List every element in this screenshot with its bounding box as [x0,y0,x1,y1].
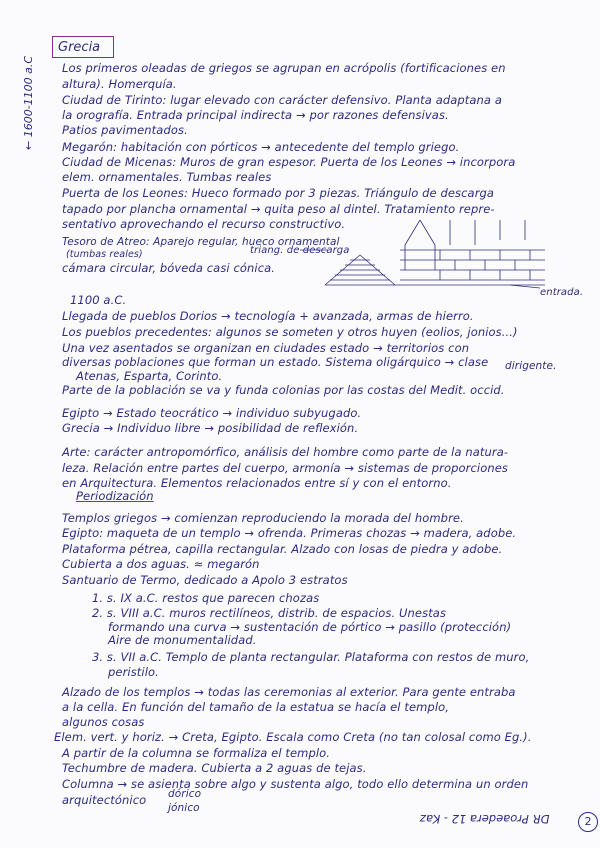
tesoro-de-atreo-sketch [300,210,550,300]
text-line: Arte: carácter antropomórfico, análisis del hombre como parte de la natura- [62,445,509,459]
text-line: Los primeros oleadas de griegos se agrupan en acrópolis (fortificaciones en [62,61,506,75]
text-line: cámara circular, bóveda casi cónica. [62,261,276,275]
text-line: arquitectónico [62,793,147,807]
text-line: dórico [168,788,202,800]
text-line: Templos griegos → comienzan reproduciendo la morada del hombre. [62,511,464,525]
text-line: algunos cosas [62,715,145,729]
text-line: Alzado de los templos → todas las ceremonias al exterior. Para gente entraba [62,685,516,699]
section-date: 1100 a.C. [70,293,127,307]
text-line: la orografía. Entrada principal indirecta → por razones defensivas. [62,108,449,122]
text-line: peristilo. [108,665,159,679]
text-line: Egipto: maqueta de un templo → ofrenda. Primeras chozas → madera, adobe. [62,526,517,540]
text-line: Tesoro de Atreo: Aparejo regular, hueco ornamental [62,236,340,248]
text-line: leza. Relación entre partes del cuerpo, armonía → sistemas de proporciones [62,461,509,475]
text-line: 3. s. VII a.C. Templo de planta rectangular. Plataforma con restos de muro, [92,650,530,664]
text-line: Techumbre de madera. Cubierta a 2 aguas de tejas. [62,761,367,775]
text-line: Una vez asentados se organizan en ciudades estado → territorios con [62,341,470,355]
text-line: Plataforma pétrea, capilla rectangular. Alzado con losas de piedra y adobe. [62,542,503,556]
text-line: tapado por plancha ornamental → quita peso al dintel. Tratamiento repre- [62,202,495,216]
text-line: Parte de la población se va y funda colonias por las costas del Medit. occid. [62,383,505,397]
text-line: A partir de la columna se formaliza el templo. [62,746,331,760]
text-line: 2. s. VIII a.C. muros rectilíneos, distrib. de espacios. Unestas [92,606,447,620]
text-line: Llegada de pueblos Dorios → tecnología + avanzada, armas de hierro. [62,309,474,323]
page-title: Grecia [58,40,101,55]
text-line: Patios pavimentados. [62,123,188,137]
text-line: elem. ornamentales. Tumbas reales [62,170,272,184]
text-line: en Arquitectura. Elementos relacionados entre sí y con el entorno. [62,476,452,490]
margin-date-note: ← 1600-1100 a.C [22,55,35,150]
text-line: altura). Homerquía. [62,77,177,91]
text-line: sentativo aprovechando el recurso constructivo. [62,217,346,231]
text-line: Atenas, Esparta, Corinto. [76,369,223,383]
text-line: (tumbas reales) [66,249,143,260]
section-heading: Periodización [76,489,154,503]
text-line: dirigente. [505,360,557,372]
text-line: Los pueblos precedentes: algunos se someten y otros huyen (eolios, jonios...) [62,325,518,339]
text-line: Santuario de Termo, dedicado a Apolo 3 estratos [62,573,348,587]
text-line: Aire de monumentalidad. [108,633,257,647]
text-line: 1. s. IX a.C. restos que parecen chozas [92,591,320,605]
text-line: Ciudad de Tirinto: lugar elevado con carácter defensivo. Planta adaptana a [62,93,502,107]
text-line: Egipto → Estado teocrático → individuo subyugado. [62,406,362,420]
text-line: formando una curva → sustentación de pórtico → pasillo (protección) [108,620,512,634]
text-line: Megarón: habitación con pórticos → antecedente del templo griego. [62,140,460,154]
sketch-label: entrada. [540,287,584,298]
page-number: 2 [578,812,598,832]
text-line: Grecia → Individuo libre → posibilidad de reflexión. [62,421,359,435]
text-line: Puerta de los Leones: Hueco formado por 3 piezas. Triángulo de descarga [62,186,495,200]
text-line: jónico [168,802,200,814]
text-line: Elem. vert. y horiz. → Creta, Egipto. Escala como Creta (no tan colosal como Eg.). [54,730,532,744]
text-line: diversas poblaciones que forman un estado. Sistema oligárquico → clase [62,355,489,369]
sketch-label: triang. de descarga [250,245,350,256]
page-footer: DR Proaedera 12 - Kaz [420,812,550,826]
text-line: Ciudad de Micenas: Muros de gran espesor. Puerta de los Leones → incorpora [62,155,516,169]
text-line: Cubierta a dos aguas. ≈ megarón [62,557,260,571]
text-line: Columna → se asienta sobre algo y sustenta algo, todo ello determina un orden [62,777,529,791]
text-line: a la cella. En función del tamaño de la estatua se hacía el templo, [62,700,450,714]
